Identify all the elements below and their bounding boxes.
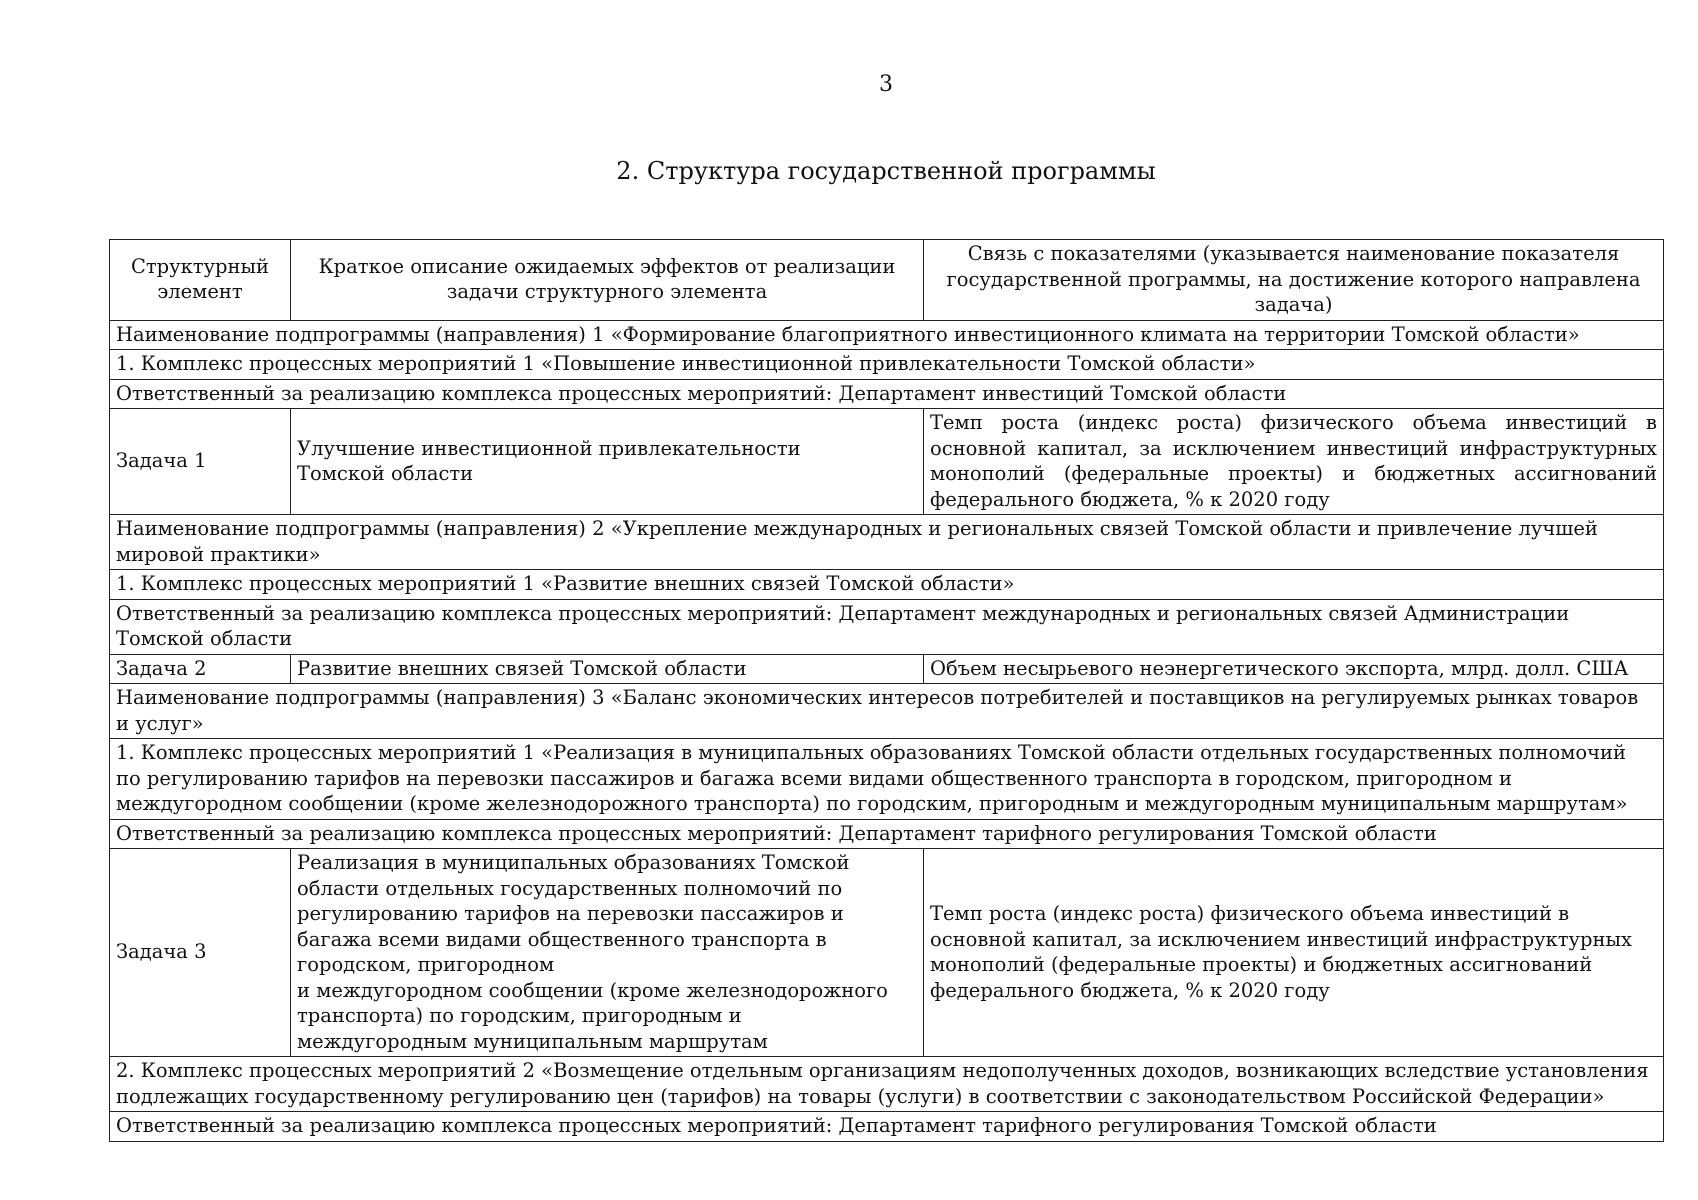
task-1-indicator: Темп роста (индекс роста) физического объема инвестиций в основной капитал, за исключением инвестиций инфраструктурных монополий (федеральные проекты) и бюджетных ассигнований федерального бюджета, % к 2020 году	[924, 409, 1664, 515]
complex-3-1-name: 1. Комплекс процессных мероприятий 1 «Реализация в муниципальных образованиях Томской области отдельных государственных полномочий по регулированию тарифов на перевозки пассажиров и багажа всеми видами общественного транспорта в городском, пригородном и междугородном сообщении (кроме железнодорожного транспорта) по городским, пригородным и междугородным муниципальным маршрутам»	[110, 739, 1664, 820]
table-row	[110, 409, 1664, 515]
task-2-description: Развитие внешних связей Томской области	[291, 654, 924, 684]
table-row	[110, 1112, 1664, 1142]
page-number: 3	[879, 72, 893, 97]
table-row	[110, 350, 1664, 380]
table-row	[110, 570, 1664, 600]
task-3-element: Задача 3	[110, 849, 291, 1057]
program-structure-table	[109, 239, 1664, 1142]
complex-2-1-responsible: Ответственный за реализацию комплекса процессных мероприятий: Департамент международных и региональных связей Администрации Томской области	[110, 599, 1664, 654]
table-row	[110, 654, 1664, 684]
header-indicators-link: Связь с показателями (указывается наименование показателя государственной программы, на достижение которого направлена задача)	[924, 240, 1664, 321]
table-row	[110, 320, 1664, 350]
header-effects-description: Краткое описание ожидаемых эффектов от реализации задачи структурного элемента	[291, 240, 924, 321]
complex-1-1-name: 1. Комплекс процессных мероприятий 1 «Повышение инвестиционной привлекательности Томской области»	[110, 350, 1664, 380]
table-row	[110, 819, 1664, 849]
section-title: 2. Структура государственной программы	[616, 157, 1156, 185]
header-structural-element: Структурный элемент	[110, 240, 291, 321]
task-3-indicator: Темп роста (индекс роста) физического объема инвестиций в основной капитал, за исключением инвестиций инфраструктурных монополий (федеральные проекты) и бюджетных ассигнований федерального бюджета, % к 2020 году	[924, 849, 1664, 1057]
table-row	[110, 739, 1664, 820]
table-row	[110, 599, 1664, 654]
subprogram-2-name: Наименование подпрограммы (направления) 2 «Укрепление международных и региональных связей Томской области и привлечение лучшей мировой практики»	[110, 515, 1664, 570]
table-header-row	[110, 240, 1664, 321]
complex-3-2-name: 2. Комплекс процессных мероприятий 2 «Возмещение отдельным организациям недополученных доходов, возникающих вследствие установления подлежащих государственному регулированию цен (тарифов) на товары (услуги) в соответствии с законодательством Российской Федерации»	[110, 1057, 1664, 1112]
task-3-description: Реализация в муниципальных образованиях Томской области отдельных государственных полномочий по регулированию тарифов на перевозки пассажиров и багажа всеми видами общественного транспорта в городском, пригородном и междугородном сообщении (кроме железнодорожного транспорта) по городским, пригородным и междугородным муниципальным маршрутам	[291, 849, 924, 1057]
complex-2-1-name: 1. Комплекс процессных мероприятий 1 «Развитие внешних связей Томской области»	[110, 570, 1664, 600]
table-row	[110, 684, 1664, 739]
complex-1-1-responsible: Ответственный за реализацию комплекса процессных мероприятий: Департамент инвестиций Томской области	[110, 379, 1664, 409]
table-row	[110, 515, 1664, 570]
table-row	[110, 849, 1664, 1057]
complex-3-1-responsible: Ответственный за реализацию комплекса процессных мероприятий: Департамент тарифного регулирования Томской области	[110, 819, 1664, 849]
subprogram-3-name: Наименование подпрограммы (направления) 3 «Баланс экономических интересов потребителей и поставщиков на регулируемых рынках товаров и услуг»	[110, 684, 1664, 739]
task-2-element: Задача 2	[110, 654, 291, 684]
task-2-indicator: Объем несырьевого неэнергетического экспорта, млрд. долл. США	[924, 654, 1664, 684]
complex-3-2-responsible: Ответственный за реализацию комплекса процессных мероприятий: Департамент тарифного регулирования Томской области	[110, 1112, 1664, 1142]
table-row	[110, 379, 1664, 409]
table-row	[110, 1057, 1664, 1112]
task-1-description: Улучшение инвестиционной привлекательности Томской области	[291, 409, 924, 515]
subprogram-1-name: Наименование подпрограммы (направления) 1 «Формирование благоприятного инвестиционного климата на территории Томской области»	[110, 320, 1664, 350]
task-1-element: Задача 1	[110, 409, 291, 515]
